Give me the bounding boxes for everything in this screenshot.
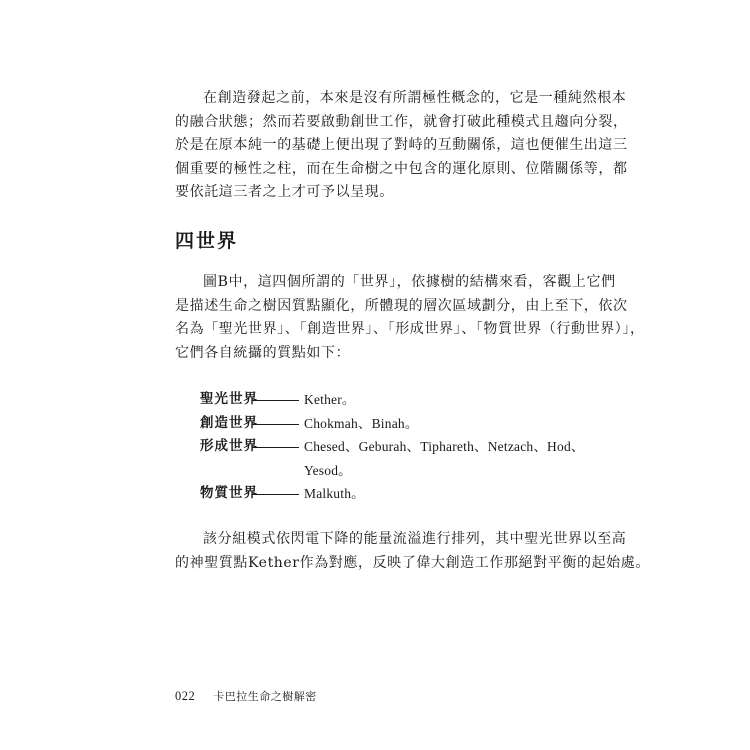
world-name: 形成世界 [200,438,258,454]
page-number: 022 [175,689,196,703]
dash-line [252,400,299,401]
paragraph-line: 要依託這三者之上才可予以呈現。 [175,184,394,200]
paragraph-lightning [175,528,650,575]
dash-line [252,494,299,495]
paragraph-line: 在創造發起之前，本來是沒有所謂極性概念的，它是一種純然根本 [203,90,627,106]
paragraph-line: 是描述生命之樹因質點顯化，所體現的層次區域劃分，由上至下，依次 [175,297,628,314]
world-name: 聖光世界 [200,391,258,407]
dash-line [252,447,299,448]
world-name: 物質世界 [200,485,258,501]
paragraph-four-worlds [175,271,645,365]
dash-line [252,424,299,425]
page-footer [175,688,317,704]
paragraph-line: 的神聖質點Kether作為對應，反映了偉大創造工作那絕對平衡的起始處。 [175,554,650,571]
world-sephiroth: Yesod。 [304,462,352,478]
world-sephiroth: Chokmah、Binah。 [304,415,419,431]
paragraph-line: 該分組模式依閃電下降的能量流溢進行排列，其中聖光世界以至高 [203,531,627,547]
paragraph-line: 的融合狀態；然而若要啟動創世工作，就會打破此種模式且趨向分裂， [175,113,628,130]
world-sephiroth: Malkuth。 [304,486,365,501]
paragraph-line: 個重要的極性之柱，而在生命樹之中包含的運化原則、位階關係等，都 [175,160,628,177]
running-title: 卡巴拉生命之樹解密 [213,690,317,703]
paragraph-line: 它們各自統攝的質點如下： [175,344,351,361]
section-heading: 四世界 [175,230,239,252]
world-sephiroth: Kether。 [304,392,356,407]
paragraph-polarity [175,87,628,205]
world-sephiroth: Chesed、Geburah、Tiphareth、Netzach、Hod、 [304,439,585,454]
paragraph-line: 名為「聖光世界」、「創造世界」、「形成世界」、「物質世界（行動世界）」， [175,321,645,337]
paragraph-line: 圖B中，這四個所謂的「世界」，依據樹的結構來看，客觀上它們 [203,274,616,290]
world-name: 創造世界 [200,414,258,431]
paragraph-line: 於是在原本純一的基礎上便出現了對峙的互動關係，這也便催生出這三 [175,137,628,153]
